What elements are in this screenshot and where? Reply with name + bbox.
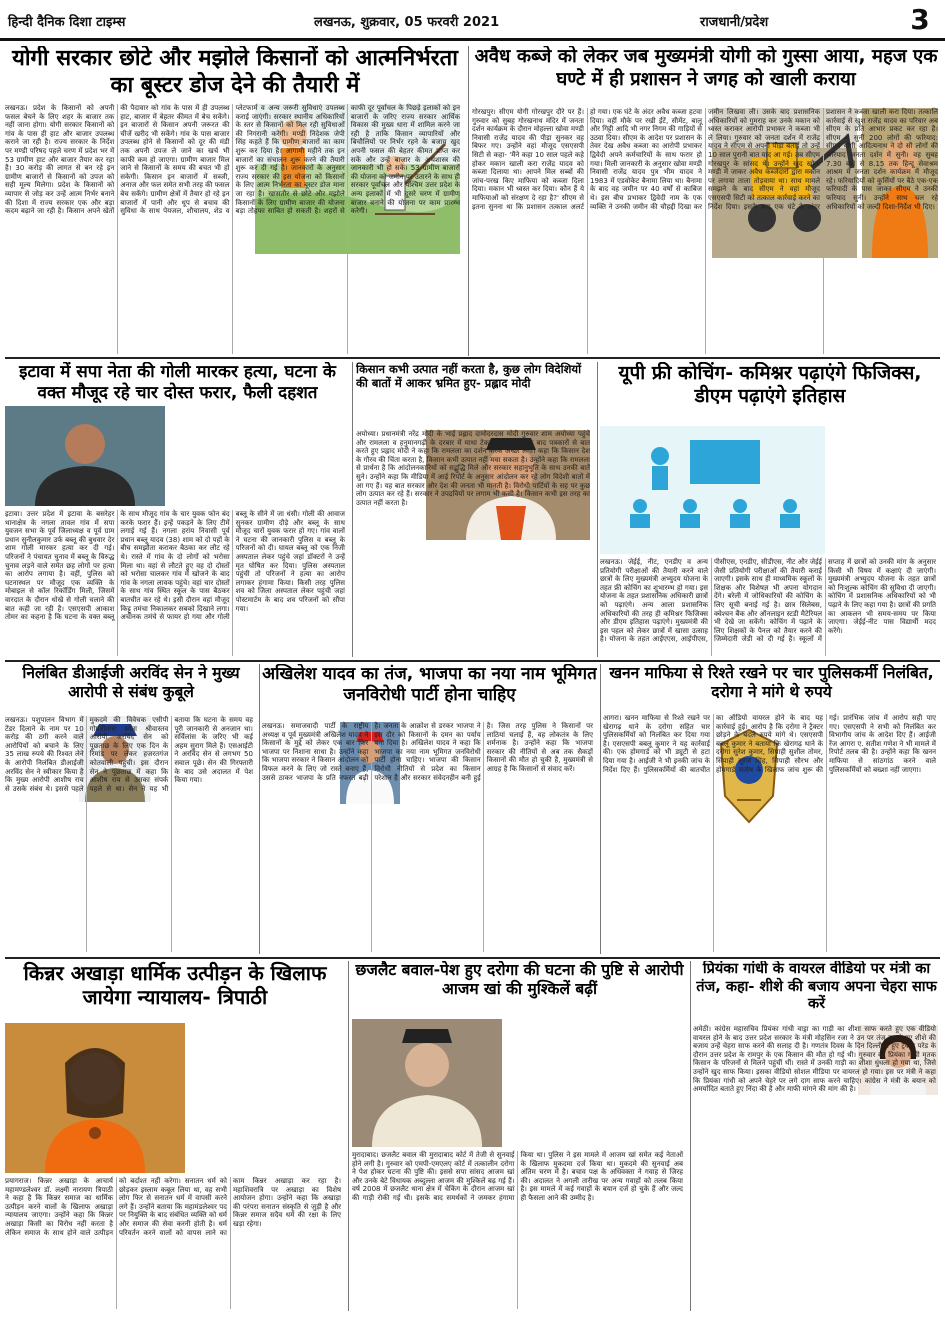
column-divider (597, 362, 598, 657)
headline: इटावा में सपा नेता की गोली मारकर हत्या, घटना के वक्त मौजूद रहे चार दोस्त फरार, फैली दहशत (19, 362, 336, 403)
headline: किसान कभी उत्पात नहीं करता है, कुछ लोग विदेशियों की बातों में आकर भ्रमित हुए- प्रह्लाद मोदी (356, 362, 582, 391)
headline: अवैध कब्जे को लेकर जब मुख्यमंत्री योगी को गुस्सा आया, महज एक घण्टे में ही प्रशासन ने जगह को खाली कराया (474, 46, 938, 90)
masthead (0, 0, 945, 44)
column-divider (690, 961, 691, 1311)
section-name: राजधानी/प्रदेश (700, 15, 769, 30)
headline: निलंबित डीआईजी अरविंद सेन ने मुख्य आरोपी से संबंध कुबूले (22, 664, 240, 701)
headline: प्रियंका गांधी के वायरल वीडियो पर मंत्री का तंज, कहा- शीशे की बजाय अपना चेहरा साफ करें (696, 961, 937, 1013)
story-body: गोरखपुर। सीएम योगी गोरखपुर दौरे पर हैं। गुरुवार को सुबह गोरखनाथ मंदिर में जनता दर्शन कार्यक्रम के दौरान मोहल्ला खोवा मण्डी निवासी राजेंद्र यादव की पीड़ा सुनकर वह बिफर गए। उन्होंने वहां मौजूद एसएसपी सिटी से कहा- 'मैंने कहा 10 साल पहले कहे होकर मकान खाली करा राजेंद्र यादव को कब्जा दिलाया था। आपने मिल सब्बों की जांच-परख किए माफिया को कब्जा दिला दिया। मकान भी ध्वस्त कर दिया। कौन हैं ये माफियाओं को संरक्षण दे रहा है?' सीएम से इतना सुनना था कि प्रशासन तत्काल अलर्ट हो गया। एक घंटे के अंदर अवैध कब्जा हटवा दिया। वहीं मौके पर रखी ईंटें, सीमेंट, बालू और गिट्टी आदि भी नगर निगम की गाड़ियों से उठवा दिया। सीएम के आदेश पर प्रशासन के तेवर देख अवैध कब्जा का आरोपी प्रभाकर द्विवेदी अपने कर्मचारियों के साथ फरार हो गया। मिली जानकारी के अनुसार खोवा मण्डी निवासी राजेंद्र यादव पुत्र भीम यादव ने 1983 में एडवोकेट बैनामा लिया था। बैनामा के बाद वह जमीन पर 40 वर्षों से काबिज थे। इस बीच प्रभाकर द्विवेदी नाम के एक व्यक्ति ने उनकी जमीन की चौहद्दी दिखा कर जमीन लिखवा ली। उसके बाद प्रशासनिक अधिकारियों को गुमराह कर उनके मकान को ध्वस्त कराकर आरोपी प्रभाकर ने कब्जा भी ले लिया। गुरुवार को जनता दर्शन में राजेंद्र यादव ने सीएम से अपनी पीड़ा बताई तो उन्हें 10 साल पुरानी बात याद आ गई। तब सीएम गोरखपुर के सांसद थे। उन्होंने खुद खोवा मण्डी में जाकर अवैध कब्जेदारों द्वारा मकान पर लगाया ताला तोड़वाया था। साथ मामले समझने के बाद सीएम ने वहां मौजूद एसएसपी सिटी को तत्काल कार्रवाई करने का निर्देश दिया। इसके बाद एक घंटे के अंदर प्रशासन ने कब्जा खाली करा दिया। तत्कालि कार्रवाई से खुश राजेंद्र यादव का परिवार अब सीएम के प्रति आभार प्रकट कर रहा है। सीएम ने सुनीं 200 लोगों की फरियाद: सीएम योगी आदित्यनाथ ने दो सौ लोगों की फरियाद जनता दर्शन में सुनी। वह सुबह 7.30 बजे से 8.15 तक हिन्दू सेवाश्रम आश्रम में जनता दर्शन कार्यक्रम में मौजूद रहे। फरियादियों को कुर्सियों पर बैठे एक-एक फरियादी के पास जाकर सीएम ने उनकी फरियाद सुनी। उन्होंने साथ चल रहे अधिकारियों को जल्दी दिशा-निर्देश भी दिए। (472, 108, 938, 211)
story-free-coaching (600, 362, 940, 657)
section-rule (5, 957, 940, 959)
section-rule (5, 660, 940, 662)
story-yogi-farmers (5, 46, 465, 356)
story-body: मुरादाबाद। छजलैट बवाल की मुरादाबाद कोर्ट में तेजी से सुनवाई होने लगी है। गुरुवार को एमपी-एमएलए कोर्ट में तत्कालीन दरोगा ने पेश होकर घटना की पुष्टि की। इससे सपा सांसद आजम खां और उनके बेटे विधायक अब्दुल्ला आजम की मुश्किलें बढ़ गई हैं। वर्ष 2008 में छजलैट थाना क्षेत्र में चेकिंग के दौरान आजम खां की गाड़ी रोकी गई थी। इसके बाद समर्थकों ने जमकर हंगामा किया था। पुलिस ने इस मामले में आजम खां समेत कई नेताओं के खिलाफ मुकदमा दर्ज किया था। मुकदमे की सुनवाई अब अंतिम चरण में है। बचाव पक्ष के अधिवक्ता ने गवाह से जिरह की। अदालत ने अगली तारीख पर अन्य गवाहों को तलब किया है। इस मामले में कई गवाहों के बयान दर्ज हो चुके हैं और जल्द ही फैसला आने की उम्मीद है। (352, 1151, 683, 1202)
man-portrait (5, 406, 165, 506)
headline: छजलैट बवाल-पेश हुए दरोगा की घटना की पुष्टि से आरोपी आजम खां की मुश्किलें बढ़ीं (355, 961, 684, 998)
headline: यूपी फ्री कोचिंग- कमिश्नर पढ़ाएंगे फिजिक्स, डीएम पढ़ाएंगे इतिहास (618, 362, 922, 408)
story-etawah-murder (5, 362, 350, 657)
story-chhajlait (352, 961, 687, 1311)
story-body: लखनऊ। समाजवादी पार्टी के राष्ट्रीय अध्यक्ष व पूर्व मुख्यमंत्री अखिलेश यादव ने किसानों के मुद्दे को लेकर एक बार फिर भाजपा पर निशाना साधा है। उन्होंने कहा कि भाजपा सरकार ने किसान आंदोलन को विफल करने के लिए जो रास्ते बनाए हैं, उससे ठाकर भाजपा के प्रति नफरत बढ़ी है। जनता के आक्रोश से डरकर भाजपा ने इस दौर को किसानों के दमन का पर्याय बना दिया है। अखिलेश यादव ने कहा कि भाजपा का नया नाम भूमिगत जनविरोधी पार्टी होना चाहिए। भाजपा की किसान विरोधी नीतियों से प्रदेश का किसान परेशान है और सरकार संवेदनहीन बनी हुई है। जिस तरह पुलिस ने किसानों पर लाठियां चलाई हैं, वह लोकतंत्र के लिए शर्मनाक है। उन्होंने कहा कि भाजपा सरकार की नीतियों से अब तक सैकड़ों किसानों की मौत हो चुकी है, मुख्यमंत्री से आग्रह है कि किसानों से संवाद करें। (262, 722, 593, 782)
coaching-illustration (600, 426, 825, 554)
story-body: आगरा। खनन माफिया से रिश्ते रखने पर खेरागढ़ थाने के दरोगा सहित चार पुलिसकर्मियों को निलंबित कर दिया गया है। एसएसपी बबलू कुमार ने यह कार्रवाई की। एक होमगार्ड को भी ड्यूटी से हटा दिया गया है। आईजी ने भी इनकी जांच के निर्देश दिए हैं। पुलिसकर्मियों की बातचीत का ऑडियो वायरल होने के बाद यह कार्रवाई हुई। आरोप है कि दरोगा ने ट्रैक्टर छोड़ने के बदले रुपये मांगे थे। एसएसपी बबलू कुमार ने बताया कि खेरागढ़ थाने के दरोगा सुरेश कुमार, सिपाही सुशील तोमर, सिपाही सूरज सिंह, सिपाही सौरभ और होमगार्ड संतोष के खिलाफ जांच शुरू की गई। प्रारंभिक जांच में आरोप सही पाए गए। एसएसपी ने सभी को निलंबित कर विभागीय जांच के आदेश दिए हैं। आईजी रेंज आगरा ए. सतीश गणेश ने भी मामले में रिपोर्ट तलब की है। उन्होंने कहा कि खनन माफिया से सांठगांठ करने वाले पुलिसकर्मियों को बख्शा नहीं जाएगा। (603, 714, 936, 774)
story-body: लखनऊ। पशुपालन विभाग में टेंडर दिलाने के नाम पर 10 करोड़ की ठगी करने वाले आरोपियों को बचाने के लिए 35 लाख रुपये की रिश्वत लेने के आरोपी निलंबित डीआईजी अरविंद सेन ने स्वीकार किया है कि मुख्य आरोपी आशीष राय से उसके संबंध थे। इससे पहले मुकदमे की विवेचक एसीपी गोमतीनगर श्वेता श्रीवास्तव आरोपी अरविंद सेन को पूछताछ के लिए एक दिन के रिमांड पर लेकर हजरतगंज कोतवाली पहुंची। इस दौरान सेन ने पूछताछ में कहा कि आशीष राय से उसका संपर्क पहले से था। सेन ने यह भी बताया कि घटना के समय वह पूरी जानकारी से अनजान था। सर्विलांस के जरिए भी कई अहम सुराग मिले हैं। एसआईटी ने अरविंद सेन से लगभग 50 सवाल पूछे। सेन की गिरफ्तारी के बाद उसे अदालत में पेश किया गया। (5, 716, 253, 793)
paper-name: हिन्दी दैनिक दिशा टाइम्स (8, 15, 126, 30)
kinnar-portrait (5, 1023, 185, 1173)
story-body: अयोध्या। प्रधानमंत्री नरेंद्र मोदी के भाई प्रह्लाद दामोदरदास मोदी गुरुवार शाम अयोध्या पहुंचे और रामलला व हनुमानगढ़ी के दरबार में माथा टेका। दर्शन-पूजन के बाद पत्रकारों से बात करते हुए प्रह्लाद मोदी ने कहा कि रामलला का दर्शन करके अच्छा लगा। कहा कि किसान देश के गौरव की चिंता करता है, किसान कभी उत्पात नहीं मचा सकता है। उन्होंने कहा कि रामलला से प्रार्थना है कि आंदोलनकारियों को सद्बुद्धि मिले और सरकार सहानुभूति के साथ उनकी बातें सुने। उन्होंने कहा कि मीडिया में आई रिपोर्ट के अनुसार आंदोलन कर रहे लोग विदेशी बातों में आ गए हैं। यह बात सरकार और देश की जनता भी मानती है। विरोधी पार्टियों के सह पर कुछ लोग उत्पात कर रहे हैं। सरकार ने उपद्रवियों पर लगाम भी कसी है। किसान कभी इस तरह का उत्पात नहीं करता है। (356, 430, 590, 507)
story-priyanka-gandhi (693, 961, 940, 1311)
column-divider (600, 664, 601, 954)
story-akhilesh (262, 664, 597, 954)
story-body: प्रयागराज। किन्नर अखाड़ा के आचार्य महामण्डलेश्वर डॉ. लक्ष्मी नारायण त्रिपाठी ने कहा है कि किन्नर समाज का धार्मिक उत्पीड़न करने वालों के खिलाफ अखाड़ा न्यायालय जाएगा। उन्होंने कहा कि किन्नर अखाड़ा किसी का विरोध नहीं करता है लेकिन समाज के साथ होने वाले उत्पीड़न को बर्दाश्त नहीं करेगा। सनातन धर्म को छोड़कर इस्लाम कबूल लिया था, वह सभी लोग फिर से सनातन धर्म में वापसी करने लगे हैं। उन्होंने बताया कि महामंडलेश्वर पद पर नियुक्ति के बाद संबंधित व्यक्ति को धर्म और समाज की सेवा करनी होती है। धर्म परिवर्तन करने वालों को वापस लाने का काम किन्नर अखाड़ा कर रहा है। महाशिवरात्रि पर अखाड़ा का विशेष आयोजन होगा। उन्होंने कहा कि अखाड़ा की परंपरा सनातन संस्कृति से जुड़ी है और किन्नर समाज सदैव धर्म की रक्षा के लिए खड़ा रहेगा। (5, 1177, 341, 1237)
story-body: इटावा। उत्तर प्रदेश में इटावा के बसरेहर थानाक्षेत्र के नगला तावल गांव में सपा युवजन सभा के पूर्व जिलाध्यक्ष व पूर्व ग्राम प्रधान सुनीलकुमार उर्फ बब्लू की बुधवार देर शाम गोली मारकर हत्या कर दी गई। परिजनों ने पंचायत चुनाव में बब्लू के विरुद्ध चुनाव लड़ने वाले समेत छह लोगों पर हत्या का आरोप लगाया है। वहीं, पुलिस को घटनास्थल पर मौजूद एक व्यक्ति के मोबाइल से कॉल रिकॉर्डिंग मिली, जिसमें वारदात के दौरान धोखे से गोली चलाने की बात कही जा रही है। एसएसपी आकाश तोमर का कहना है कि घटना के वक्त बब्लू के साथ मौजूद गांव के चार युवक फोन बंद करके फरार हैं। इन्हें पकड़ने के लिए टीमें लगाई गई हैं। नगला हरांय निवासी पूर्व प्रधान बब्लू यादव (38) शाम को दो पहों के बीच समझौता कराकर बैठका कर लौट रहे थे। रास्ते में गांव के दो लोगों को भरोसा मिला था। वहां से लौटते हुए वह दो दोस्तों को भरोसा चालकर गांव में खोजने के बाद गांव के नगला लावक पहुंचे। वहां चार दोस्तों के साथ गांव स्थित स्कूल के पास बैठकर बातचीत कर रहे थे। इसी दौरान वहां मौजूद किट्टू तमंचा निकालकर सबको दिखाने लगा। अचानक तमंचे से फायर हो गया और गोली बब्लू के सीने में जा धंसी। गोली की आवाज सुनकर ग्रामीण दौड़े और बब्लू के साथ मौजूद चारों युवक फरार हो गए। गांव वालों ने घटना की जानकारी पुलिस व बब्लू के परिजनों को दी। घायल बब्लू को एक निजी अस्पताल लेकर पहुंचे जहां डॉक्टरों ने उन्हें मृत घोषित कर दिया। पुलिस अस्पताल पहुंची तो परिजनों ने हत्या का आरोप लगाकर हंगामा किया। किसी तरह पुलिस शव को जिला अस्पताल लेकर पहुंची जहां पोस्टमार्टम के बाद शव परिजनों को सौंपा गया। (5, 510, 345, 622)
story-body: लखनऊ। प्रदेश के किसानों को अपनी फसल बेचने के लिए शहर के बाजार तक नहीं जाना होगा। योगी सरकार किसानों को गांव के पास ही हाट और बाजार उपलब्ध कराने जा रही है। राज्य सरकार के निर्देश पर मण्डी परिषद पहले चरण में प्रदेश भर में 53 ग्रामीण हाट और बाजार तैयार कर रहा है। 30 करोड़ की लागत से बन रहे इन ग्रामीण बाजारों से किसानों को उपज को सही मूल्य मिलेगा। प्रदेश के किसानों को व्यापार से जोड़ कर उन्हें आत्म निर्भर बनाने की दिशा में राज्य सरकार एक और बड़ा कदम बढ़ाने जा रही है। किसान अपने खेतों की पैदावार को गांव के पास में ही उपलब्ध हाट, बाजार में बेहतर कीमत में बेच सकेंगे। इन बाजारों से किसान अपनी जरूरत की चीजें खरीद भी सकेंगे। गांव के पास बाजार उपलब्ध होने से किसानों को दूर की मंडी तक अपनी उपज ले जाने का खर्च भी काफी कम हो जाएगा। ग्रामीण बाजार मिल जाने से किसानों के समय की बचत भी हो सकेगी। किसान इन बाजारों में सब्जी, अनाज और फल समेत सभी तरह की फसल बेच सकेंगे। ग्रामीण क्षेत्रों में तैयार हो रहे इन बाजारों में पानी और धूप से बचाव की सुविधा के साथ पेयजल, शौचालय, शेड व प्लेटफार्म व अन्य जरूरी सुविधाएं उपलब्ध कराई जाएंगी। सरकार स्थानीय अधिकारियों के स्तर से किसानों को मिल रही सुविधाओं की निगरानी करेगी। मण्डी निदेशक जेपी सिंह कहते हैं कि ग्रामीण बाजारों का काम शुरू कर दिया है। आगामी महीने तक इन बाजारों का संचालन शुरू करने की तैयारी शुरू कर दी गई है। जानकारों के अनुसार राज्य सरकार की इस योजना को किसानों के लिए आत्म निर्भरता का बूस्टर डोज माना जा रहा है। खासतौर से छोटे और मझोले किसानों के लिए ग्रामीण बाजार की योजना बड़ा तोहफा साबित हो सकती है। शहरों से काफी दूर पूर्वांचल के पिछड़े इलाकों को इन बाजारों के जरिए राज्य सरकार आर्थिक विकास की मुख्य धारा में शामिल करने जा रही है ताकि किसान व्यापारियों और बिचौलियों पर निर्भर रहने के बजाय खुद अपनी फसल की बेहतर कीमत प्राप्त कर सकें और उन्हें बाजार के अर्थशास्त्र की जानकारी भी हो सके। 53 ग्रामीण बाजारों की योजना को जमीन पर उतारने के साथ ही सरकार पूर्वांचल और पश्चिम उत्तर प्रदेश के अन्य इलाकों में भी दूसरे चरण में ग्रामीण बाजार बनाने की योजना पर काम प्रारम्भ करेगी। (5, 104, 460, 216)
story-yogi-encroachment (472, 46, 940, 356)
story-prahlad-modi (356, 362, 594, 657)
story-body: अमेठी। कांग्रेस महासचिव प्रियंका गांधी वाड्रा का गाड़ी का शीशा साफ करते हुए एक वीडियो वायरल होने के बाद उत्तर प्रदेश सरकार के मंत्री मोहसिन रजा ने उन पर तंज कसते हुए शीशे की बजाय उन्हें चेहरा साफ करने की सलाह दी है। गणतंत्र दिवस के दिन दिल्ली में हुए ट्रैक्टर परेड के दौरान उत्तर प्रदेश के रामपुर के एक किसान की मौत हो गई थी। गुरुवार को प्रियंका गांधी मृतक किसान के परिजनों से मिलने पहुंचीं थीं। रास्ते में उनकी गाड़ी का शीशा धुंधला हो गया था, जिसे उन्होंने खुद साफ किया। इसका वीडियो सोशल मीडिया पर वायरल हो गया। इस पर मंत्री ने कहा कि प्रियंका गांधी को अपने चेहरे पर लगे दाग साफ करने चाहिए। कांग्रेस ने मंत्री के बयान को अमर्यादित बताते हुए निंदा की है और माफी मांगने की मांग की है। (693, 1025, 936, 1094)
dateline: लखनऊ, शुक्रवार, 05 फरवरी 2021 (314, 15, 500, 30)
headline: खनन माफिया से रिश्ते रखने पर चार पुलिसकर्मी निलंबित, दरोगा ने मांगे थे रुपये (609, 664, 934, 701)
story-dig-arvind-sen (5, 664, 257, 954)
column-divider (352, 362, 353, 657)
headline: अखिलेश यादव का तंज, भाजपा का नया नाम भूमिगत जनविरोधी पार्टी होना चाहिए (262, 664, 597, 705)
headline: किन्नर अखाड़ा धार्मिक उत्पीड़न के खिलाफ जायेगा न्यायालय- त्रिपाठी (23, 961, 327, 1010)
section-rule (5, 357, 940, 359)
story-body: लखनऊ। जेईई, नीट, एनडीए व अन्य प्रतियोगी परीक्षाओं की तैयारी करने वाले छात्रों के लिए मुख्यमंत्री अभ्युदय योजना के तहत फ्री कोचिंग का शुभारम्भ हो गया। इस योजना के तहत प्रशासनिक अधिकारी छात्रों को पढ़ाएंगे। अन्य आला प्रशासनिक अधिकारियों की तरह ही कमिश्नर फिजिक्स और डीएम इतिहास पढ़ाएंगे। मुख्यमंत्री की इस पहल को लेकर छात्रों में खासा उत्साह है। योजना के तहत आईएएस, आईपीएस, पीसीएस, एनडीए, सीडीएस, नीट और जेईई जैसी प्रतियोगी परीक्षाओं की तैयारी कराई जाएगी। इसके साथ ही माध्यमिक स्कूलों के शिक्षक और विशेषज्ञ भी अपना योगदान देंगे। बरेली में जोधिकारियों की कोचिंग के लिए सूची बनाई गई है। छात्र सिलेबस, क्वेश्चन बैंक और ऑनलाइन स्टडी मैटेरियल भी देखे जा सकेंगे। कोचिंग में पढ़ाने के लिए शिक्षकों के पैनल को तैयार करने की जिम्मेदारी जेडी को दी गई है। स्कूलों में सप्ताह में छात्रों को उनकी मांग के अनुसार किसी भी विषय में कक्षाएं दी जाएंगी। मुख्यमंत्री अभ्युदय योजना के तहत छात्रों को निःशुल्क कोचिंग की सुविधा दी जाएगी। कोचिंग में प्रशासनिक अधिकारियों को भी पढ़ाने के लिए कहा गया है। छात्रों की प्रगति का आकलन भी समय-समय पर किया जाएगा। जेईई-नीट पास विद्यार्थी मदद करेंगे। (600, 558, 936, 644)
azam-khan-photo (352, 1019, 502, 1147)
page-number: 3 (900, 0, 940, 40)
column-divider (259, 664, 260, 954)
column-divider (468, 46, 469, 356)
headline: योगी सरकार छोटे और मझोले किसानों को आत्मनिर्भरता का बूस्टर डोज देने की तैयारी में (12, 46, 458, 98)
story-kinnar-akhada (5, 961, 345, 1311)
column-divider (348, 961, 349, 1311)
masthead-rule (0, 38, 945, 41)
story-mining-mafia (603, 664, 940, 954)
